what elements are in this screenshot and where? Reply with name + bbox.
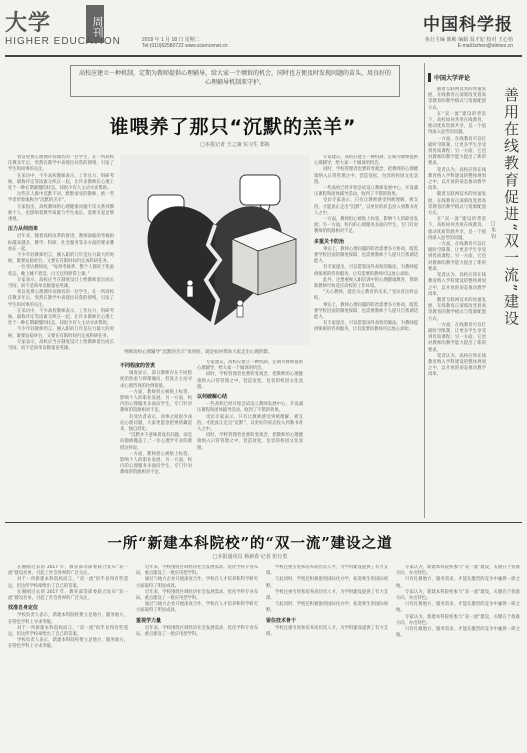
paragraph: 随着互联网技术的快速发展，在线教育正深刻改变着高等教育的教学模式与资源配置方式。 xyxy=(428,87,486,111)
paragraph: 笔者认为，高校应将在线教育纳入学科建设的整体规划之中，以开放的姿态推动教学改革。 xyxy=(428,353,486,378)
commentary-tag: 中国大学评论 xyxy=(428,73,488,82)
paragraph: 通过与地方企业开展深度合作，学校在人才培养和科学研究方面取得了明显成效。 xyxy=(136,602,258,614)
paragraph: 同时，学校管理者也要转变观念，把教师的心理健康纳入日常管理之中，营造宽松、包容的校园文化氛围。 xyxy=(314,167,418,185)
cube-icon xyxy=(232,227,296,295)
article-lede: 高校应建立一种机制，定期为教师提供心理辅导，给大家一个倾诉的机会，同时也方便及时发现问题的苗头，用良好的心理辅导机制来守护。 xyxy=(70,65,400,97)
paragraph: 一方面，教师担心被贴上标签，影响个人的职业发展；另一方面，校内的心理服务多面向学生，专门针对教师的资源相对不足。 xyxy=(120,451,192,476)
column-divider xyxy=(424,63,425,518)
paragraph: 同时，学校管理者也要转变观念，把教师的心理健康纳入日常管理之中，营造宽松、包容的校园文化氛围。 xyxy=(197,372,303,390)
paragraph: 对于一所新建本科院校而言，“双一流”似乎显得有些遥远，但这所学校却给出了自己的答案。 xyxy=(8,625,128,638)
article-column-4 xyxy=(314,155,418,517)
paragraph: 在采访中，不少高校教师表示，工作压力、科研考核、职称评定等因素交织在一起，让许多教师在心理上处于一种长期紧绷的状态，却很少有人主动寻求帮助。 xyxy=(8,308,114,327)
paragraph: 不少年轻教师坦言，刚入职的几年是压力最大的时候，既要站稳讲台，又要在有限时间内完成科研任务。 xyxy=(8,253,114,265)
paragraph: 调查显示，部分教师存在不同程度的焦虑与抑郁倾向，但真正主动寻求心理咨询的比例很低。 xyxy=(120,371,192,389)
paragraph: 通过与地方企业开展深度合作，学校在人才培养和科学研究方面取得了明显成效。 xyxy=(136,577,258,589)
bottom-column-4 xyxy=(396,565,520,747)
paragraph: 学校负责人表示，新建本科院校要立足地方、服务地方，在特色学科上寻求突破。 xyxy=(8,613,128,625)
paragraph: 只有扎根地方、服务需求，才能在激烈的竞争中赢得一席之地。 xyxy=(396,602,520,614)
section-tag: 周刊 xyxy=(86,5,104,43)
paragraph: 事实上，教师心理问题的防治需要多方协同，既需要学校层面的制度保障，也需要教师个人提升自我调适能力。 xyxy=(314,302,418,321)
paper-logo: 中国科学报 xyxy=(423,15,513,35)
paragraph: 只有扎根地方、服务需求，才能在激烈的竞争中赢得一席之地。 xyxy=(396,627,520,639)
paragraph: 在采访中，不少高校教师表示，工作压力、科研考核、职称评定等因素交织在一起，让许多教师在心理上处于一种长期紧绷的状态，却很少有人主动寻求帮助。 xyxy=(8,173,114,192)
broken-heart-illustration xyxy=(120,155,310,345)
bottom-article-headline: 一所“新建本科院校”的“双一流”建设之道 xyxy=(107,535,393,552)
paragraph: 与此同时，学校还积极推进国际化办学，拓宽师生的国际视野。 xyxy=(266,602,388,614)
paragraph: 在“双一流”建设的背景下，高校如何善用在线教育，推动优质资源共享，是一个值得深入思考的问题。 xyxy=(428,111,486,136)
paragraph: 近年来，学校围绕区域经济社会发展需求，优化学科专业布局，重点建设了一批应用型学科。 xyxy=(136,565,258,577)
paragraph: 在刚刚过去的 2017 年，教育部等部委联合发布“双一流”建设名单，引起了社会各界的广泛关注。 xyxy=(8,589,128,602)
paragraph: 学校负责人表示，新建本科院校要立足地方、服务地方，在特色学科上寻求突破。 xyxy=(8,638,128,650)
subheading: 重视学力量 xyxy=(136,617,162,624)
article-column-1 xyxy=(8,155,114,517)
subheading: 以何破解心结 xyxy=(197,394,228,401)
paragraph: “沉默并不意味着没有问题，而是问题被掩盖了。”一位心理学专业的教授这样说。 xyxy=(120,433,192,451)
subheading: 不同程度的苦衷 xyxy=(120,363,156,369)
paragraph: 专家认为，新建本科院校参与“双一流”建设，关键在于找准方向、办出特色。 xyxy=(396,614,520,626)
masthead xyxy=(0,0,527,56)
paragraph: 在刚刚过去的 2017 年，教育部等部委联合发布“双一流”建设名单，引起了社会各界的广泛关注。 xyxy=(8,565,128,577)
illustration-caption: 判断高校心理辅导“沉默的羔羊”说到底，就是如何帮助大家走出心理阴影。 xyxy=(124,350,273,355)
paragraph: 此外，还要重视入职培训中的心理健康教育，帮助新教师尽快适应高校的工作环境。 xyxy=(314,277,418,290)
bottom-column-1 xyxy=(8,565,128,747)
section-name-en: HIGHER EDUCATION xyxy=(5,36,121,47)
paragraph: 一方面，教师担心被贴上标签，影响个人的职业发展；另一方面，校内的心理服务多面向学生，专门针对教师的资源相对不足。 xyxy=(314,217,418,235)
paragraph: 专家表示，高校应当在制度设计上给教师留出成长空间，而不是简单以数量论英雄。 xyxy=(8,277,114,290)
paragraph: 学校注重引进和培养高层次人才，为学科建设提供了有力支撑。 xyxy=(266,565,388,577)
paragraph: 专家表示，高校应当在制度设计上给教师留出成长空间，而不是简单以数量论英雄。 xyxy=(8,339,114,352)
commentary-body xyxy=(428,87,486,517)
issue-date: 2018 年 1 月 18 日 星期二 xyxy=(142,37,200,43)
paragraph: 一些高校已经开始尝试设立教师发展中心，开设减压课程和团体辅导活动，收到了不错的效果。 xyxy=(197,402,303,414)
paragraph: 笔者认为，高校应将在线教育纳入学科建设的整体规划之中，以开放的姿态推动教学改革。 xyxy=(428,167,486,192)
section-name: 大学 xyxy=(5,11,52,36)
paragraph: 这些在人群中沉默不语、默默承受的教师，被一些学者形象地称为“沉默的羔羊”。 xyxy=(8,192,114,204)
paragraph: 不少年轻教师坦言，刚入职的几年是压力最大的时候，既要站稳讲台，又要在有限时间内完成科研任务。 xyxy=(8,327,114,339)
paragraph: 一方面，在线教育可以打破时空限制，让更多学生享受到优质课程；另一方面，它也对教师的教学能力提出了新的要求。 xyxy=(428,136,486,167)
paragraph: 一些高校已经开始尝试设立教师发展中心，开设减压课程和团体辅导活动，收到了不错的效果。 xyxy=(314,186,418,198)
paragraph: 专家指出，高校教师的心理健康问题不仅关系到教师个人，也影响着教学质量与学生成长，需要引起足够重视。 xyxy=(8,204,114,223)
paragraph: 学校注重引进和培养高层次人才，为学科建设提供了有力支撑。 xyxy=(266,625,388,638)
paragraph: 有受访者表示，同事之间很少谈论心理问题，大家更愿意把情绪藏起来，独自消化。 xyxy=(120,414,192,433)
section-rule xyxy=(5,522,522,523)
editor-email: E-mail:bzhen@stimes.cn xyxy=(457,43,513,49)
bottom-column-2 xyxy=(136,565,258,747)
paragraph: 一方面，在线教育可以打破时空限制，让更多学生享受到优质课程；另一方面，它也对教师的教学能力提出了新的要求。 xyxy=(428,242,486,272)
paragraph: 曾以免费心理测评而闻名的一位学生，在一所高校任教多年后，突然在教学中表现出异常的情绪，引发了学生和同事的关注。 xyxy=(8,290,114,308)
subheading: 压力从何而来 xyxy=(8,226,39,233)
issue-contact: Tel:(010)62580722 www.sciencenet.cn xyxy=(142,43,228,49)
commentary-title: 善用在线教育促进“双一流”建设 xyxy=(502,87,520,328)
paragraph: 一位受访教师说，“每到考核季，整个人都处于焦虑状态，晚上睡不着觉，白天还得照常上课。” xyxy=(8,265,114,277)
paragraph: 近年来，随着高校改革的推进，教师面临的考核指标越来越多，教学、科研、社会服务等多方面的要求叠加在一起。 xyxy=(8,234,114,252)
paragraph: 近年来，学校围绕区域经济社会发展需求，优化学科专业布局，重点建设了一批应用型学科。 xyxy=(136,625,258,638)
paragraph: 学校注重引进和培养高层次人才，为学科建设提供了有力支撑。 xyxy=(266,589,388,602)
editor-credits: 执行主编 陈彬 编辑 温才妃 校对 王心怡 xyxy=(425,37,513,43)
masthead-rule xyxy=(5,55,522,57)
paragraph: “关心教师，就是关心教育的未来。”受访者这样总结。 xyxy=(314,290,418,302)
paragraph: 一方面，在线教育可以打破时空限制，让更多学生享受到优质课程；另一方面，它也对教师的教学能力提出了新的要求。 xyxy=(428,322,486,353)
paragraph: 笔者认为，高校应将在线教育纳入学科建设的整体规划之中，以开放的姿态推动教学改革。 xyxy=(428,273,486,297)
paragraph: 在“双一流”建设的背景下，高校如何善用在线教育，推动优质资源共享，是一个值得深入思考的问题。 xyxy=(428,217,486,241)
article-column-2 xyxy=(120,360,192,517)
article-headline: 谁喂养了那只“沉默的羔羊” xyxy=(109,116,357,138)
paragraph: 对于一所新建本科院校而言，“双一流”似乎显得有些遥远，但这所学校却给出了自己的答案。 xyxy=(8,577,128,589)
subheading: 留住技术骨干 xyxy=(266,617,297,624)
paragraph: 专家建议，高校应建立一种机制，定期为教师提供心理辅导，给大家一个倾诉的机会。 xyxy=(314,155,418,167)
subheading: 找准自身定位 xyxy=(8,605,39,612)
paragraph: 与此同时，学校还积极推进国际化办学，拓宽师生的国际视野。 xyxy=(266,577,388,589)
paragraph: 专家建议，高校应建立一种机制，定期为教师提供心理辅导，给大家一个倾诉的机会。 xyxy=(197,360,303,372)
bottom-article-byline: □本报通讯员 杨新春 记者 张行勇 xyxy=(212,554,288,560)
paragraph: 专家认为，新建本科院校参与“双一流”建设，关键在于找准方向、办出特色。 xyxy=(396,589,520,602)
paragraph: 只有扎根地方、服务需求，才能在激烈的竞争中赢得一席之地。 xyxy=(396,577,520,589)
paragraph: 随着互联网技术的快速发展，在线教育正深刻改变着高等教育的教学模式与资源配置方式。 xyxy=(428,192,486,217)
paragraph: 一方面，教师担心被贴上标签，影响个人的职业发展；另一方面，校内的心理服务多面向学生，专门针对教师的资源相对不足。 xyxy=(120,389,192,414)
paragraph: 随着互联网技术的快速发展，在线教育正深刻改变着高等教育的教学模式与资源配置方式。 xyxy=(428,297,486,322)
paragraph: 受访专家表示，只有让教师感受到被理解、被支持，才能真正走出“沉默”，以更好的状态投入到教书育人之中。 xyxy=(314,198,418,216)
bottom-column-3 xyxy=(266,565,388,747)
paragraph: 有专家提出，可以借鉴国外高校的做法，为教师提供保密的咨询服务，让有需要的教师可以放心求助。 xyxy=(314,321,418,333)
commentary-column xyxy=(428,63,522,518)
paragraph: 近年来，学校围绕区域经济社会发展需求，优化学科专业布局，重点建设了一批应用型学科。 xyxy=(136,589,258,602)
article-column-3 xyxy=(197,360,303,517)
paragraph: 曾以免费心理测评而闻名的一位学生，在一所高校任教多年后，突然在教学中表现出异常的情绪，引发了学生和同事的关注。 xyxy=(8,155,114,173)
article-illustration xyxy=(120,155,310,345)
article-byline: □本报记者 王之康 实习生 郑栋 xyxy=(200,142,270,148)
commentary-author: □朱 钧 xyxy=(490,221,496,239)
paragraph: 事实上，教师心理问题的防治需要多方协同，既需要学校层面的制度保障，也需要教师个人提升自我调适能力。 xyxy=(314,246,418,265)
paragraph: 有专家提出，可以借鉴国外高校的做法，为教师提供保密的咨询服务，让有需要的教师可以放心求助。 xyxy=(314,265,418,277)
paragraph: 同时，学校管理者也要转变观念，把教师的心理健康纳入日常管理之中，营造宽松、包容的校园文化氛围。 xyxy=(197,433,303,451)
paragraph: 受访专家表示，只有让教师感受到被理解、被支持，才能真正走出“沉默”，以更好的状态投入到教书育人之中。 xyxy=(197,414,303,433)
subheading: 多重关卡防治 xyxy=(314,238,345,245)
paragraph: 专家认为，新建本科院校参与“双一流”建设，关键在于找准方向、办出特色。 xyxy=(396,565,520,577)
